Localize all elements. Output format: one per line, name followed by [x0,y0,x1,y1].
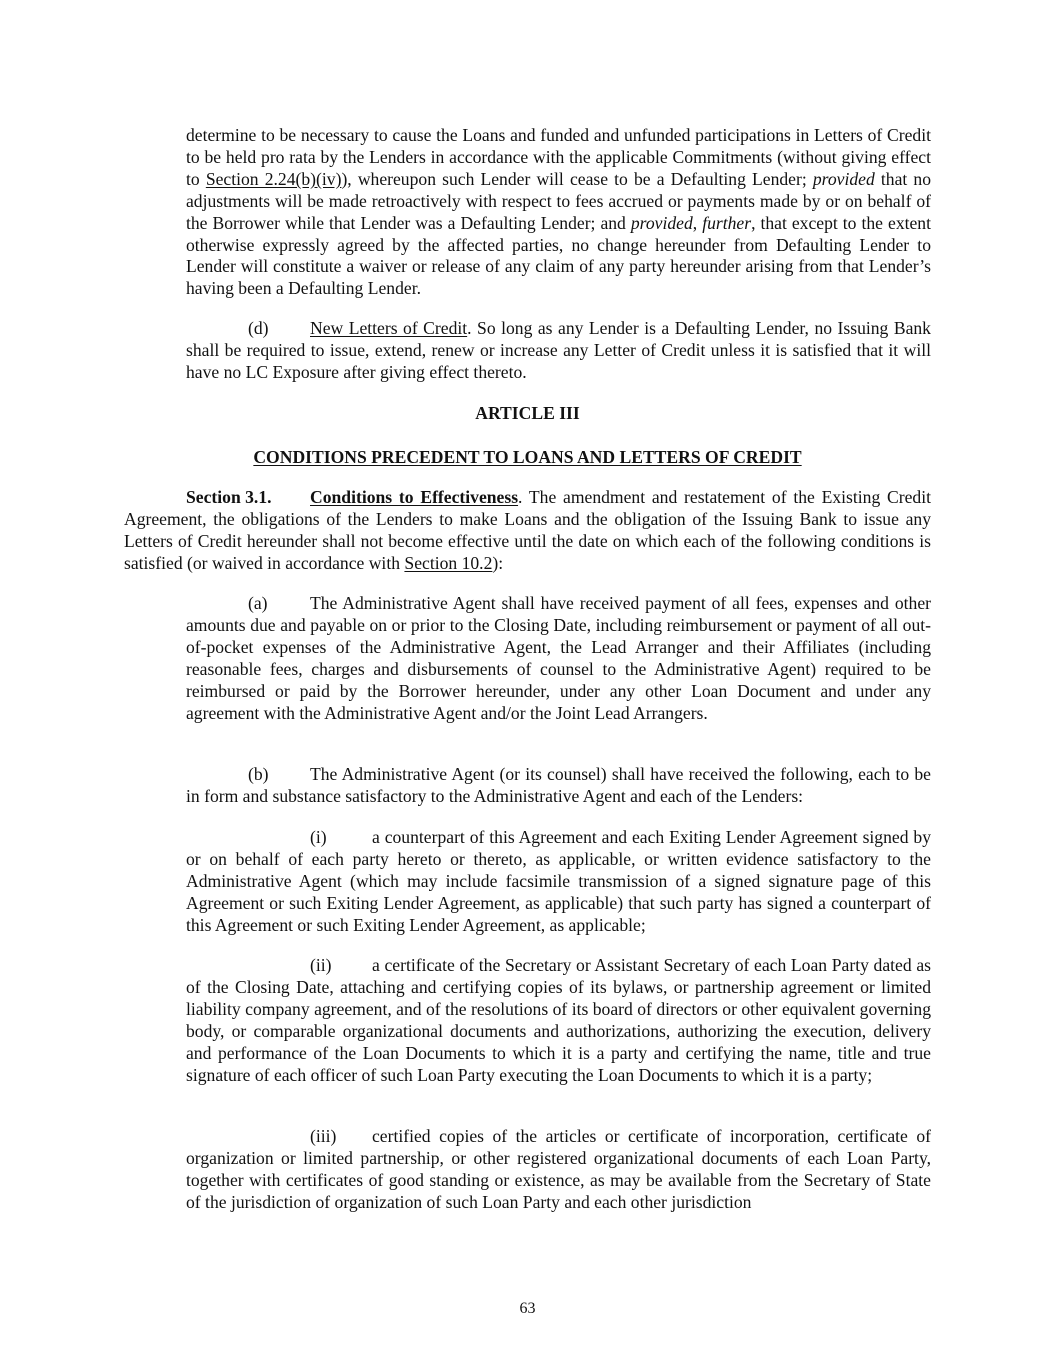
paragraph-label: (b) [248,764,269,784]
paragraph-b-iii: (iii) certified copies of the articles or certificate of incorporation, certificate of organization or limited partnership, or other registered organizational documents of each Loan Party, together with certificates of good standing or existence, as may be available from the Secretary of State of the jurisdiction of organization of such Loan Party and each other jurisdiction [186,1126,931,1212]
section-3-1: Section 3.1. Conditions to Effectiveness. The amendment and restatement of the Existing Credit Agreement, the obligations of the Lenders to make Loans and the obligation of the Issuing Bank to issue any Letters of Credit hereunder shall not become effective until the date on which each of the following conditions is satisfied (or waived in accordance with Section 10.2): [124,487,931,573]
article-number: ARTICLE III [475,403,580,423]
paragraph-a: (a) The Administrative Agent shall have received payment of all fees, expenses and other amounts due and payable on or prior to the Closing Date, including reimbursement or payment of all out-of-pocket expenses of the Administrative Agent, the Lead Arranger and their Affiliates (including reasonable fees, charges and disbursements of counsel to the Administrative Agent) required to be reimbursed or paid by the Borrower hereunder, under any other Loan Document and under any agreement with the Administrative Agent and/or the Joint Lead Arrangers. [186,593,931,723]
section-label: Section 3.1. [186,487,272,507]
paragraph-b-ii: (ii) a certificate of the Secretary or Assistant Secretary of each Loan Party dated as of the Closing Date, attaching and certifying copies of its bylaws, or partnership agreement or limited liability company agreement, and of the resolutions of its board of directors or other equivalent governing body, or comparable organizational documents and authorizations, authorizing the execution, delivery and performance of the Loan Documents to which it is a party and certifying the name, title and true signature of each officer of such Loan Party executing the Loan Documents to which it is a party; [186,955,931,1085]
paragraph-label: (ii) [310,955,332,975]
section-10-2-reference: Section 10.2 [404,552,493,573]
paragraph-label: (i) [310,827,327,847]
section-2-24-reference: Section 2.24(b)(iv) [205,168,342,189]
paragraph-label: (iii) [310,1126,337,1146]
continuation-paragraph: determine to be necessary to cause the Loans and funded and unfunded participations in Letters of Credit to be held pro rata by the Lenders in accordance with the applicable Commitments (without giving effect to Section 2.24(b)(iv)), whereupon such Lender will cease to be a Defaulting Lender; provided that no adjustments will be made retroactively with respect to fees accrued or payments made by or on behalf of the Borrower while that Lender was a Defaulting Lender; and provided, further, that except to the extent otherwise expressly agreed by the affected parties, no change hereunder from Defaulting Lender to Lender will constitute a waiver or release of any claim of any party hereunder arising from that Lender’s having been a Defaulting Lender. [186,125,931,299]
paragraph-d: (d) New Letters of Credit. So long as any Lender is a Defaulting Lender, no Issuing Bank shall be required to issue, extend, renew or increase any Letter of Credit unless it is satisfied that it will have no LC Exposure after giving effect thereto. [186,318,931,382]
article-title: CONDITIONS PRECEDENT TO LOANS AND LETTERS OF CREDIT [253,447,802,467]
paragraph-title: New Letters of Credit [310,318,468,338]
section-title: Conditions to Effectiveness [310,487,519,507]
paragraph-b: (b) The Administrative Agent (or its counsel) shall have received the following, each to be in form and substance satisfactory to the Administrative Agent and each of the Lenders: [186,764,931,806]
paragraph-b-i: (i) a counterpart of this Agreement and each Exiting Lender Agreement signed by or on behalf of each party hereto or thereto, as applicable, or written evidence satisfactory to the Administrative Agent (which may include facsimile transmission of a signed signature page of this Agreement or such Exiting Lender Agreement, as applicable) that such party has signed a counterpart of this Agreement or such Exiting Lender Agreement, as applicable; [186,827,931,935]
page-number: 63 [519,1300,536,1317]
paragraph-label: (a) [248,593,268,613]
paragraph-label: (d) [248,318,269,338]
